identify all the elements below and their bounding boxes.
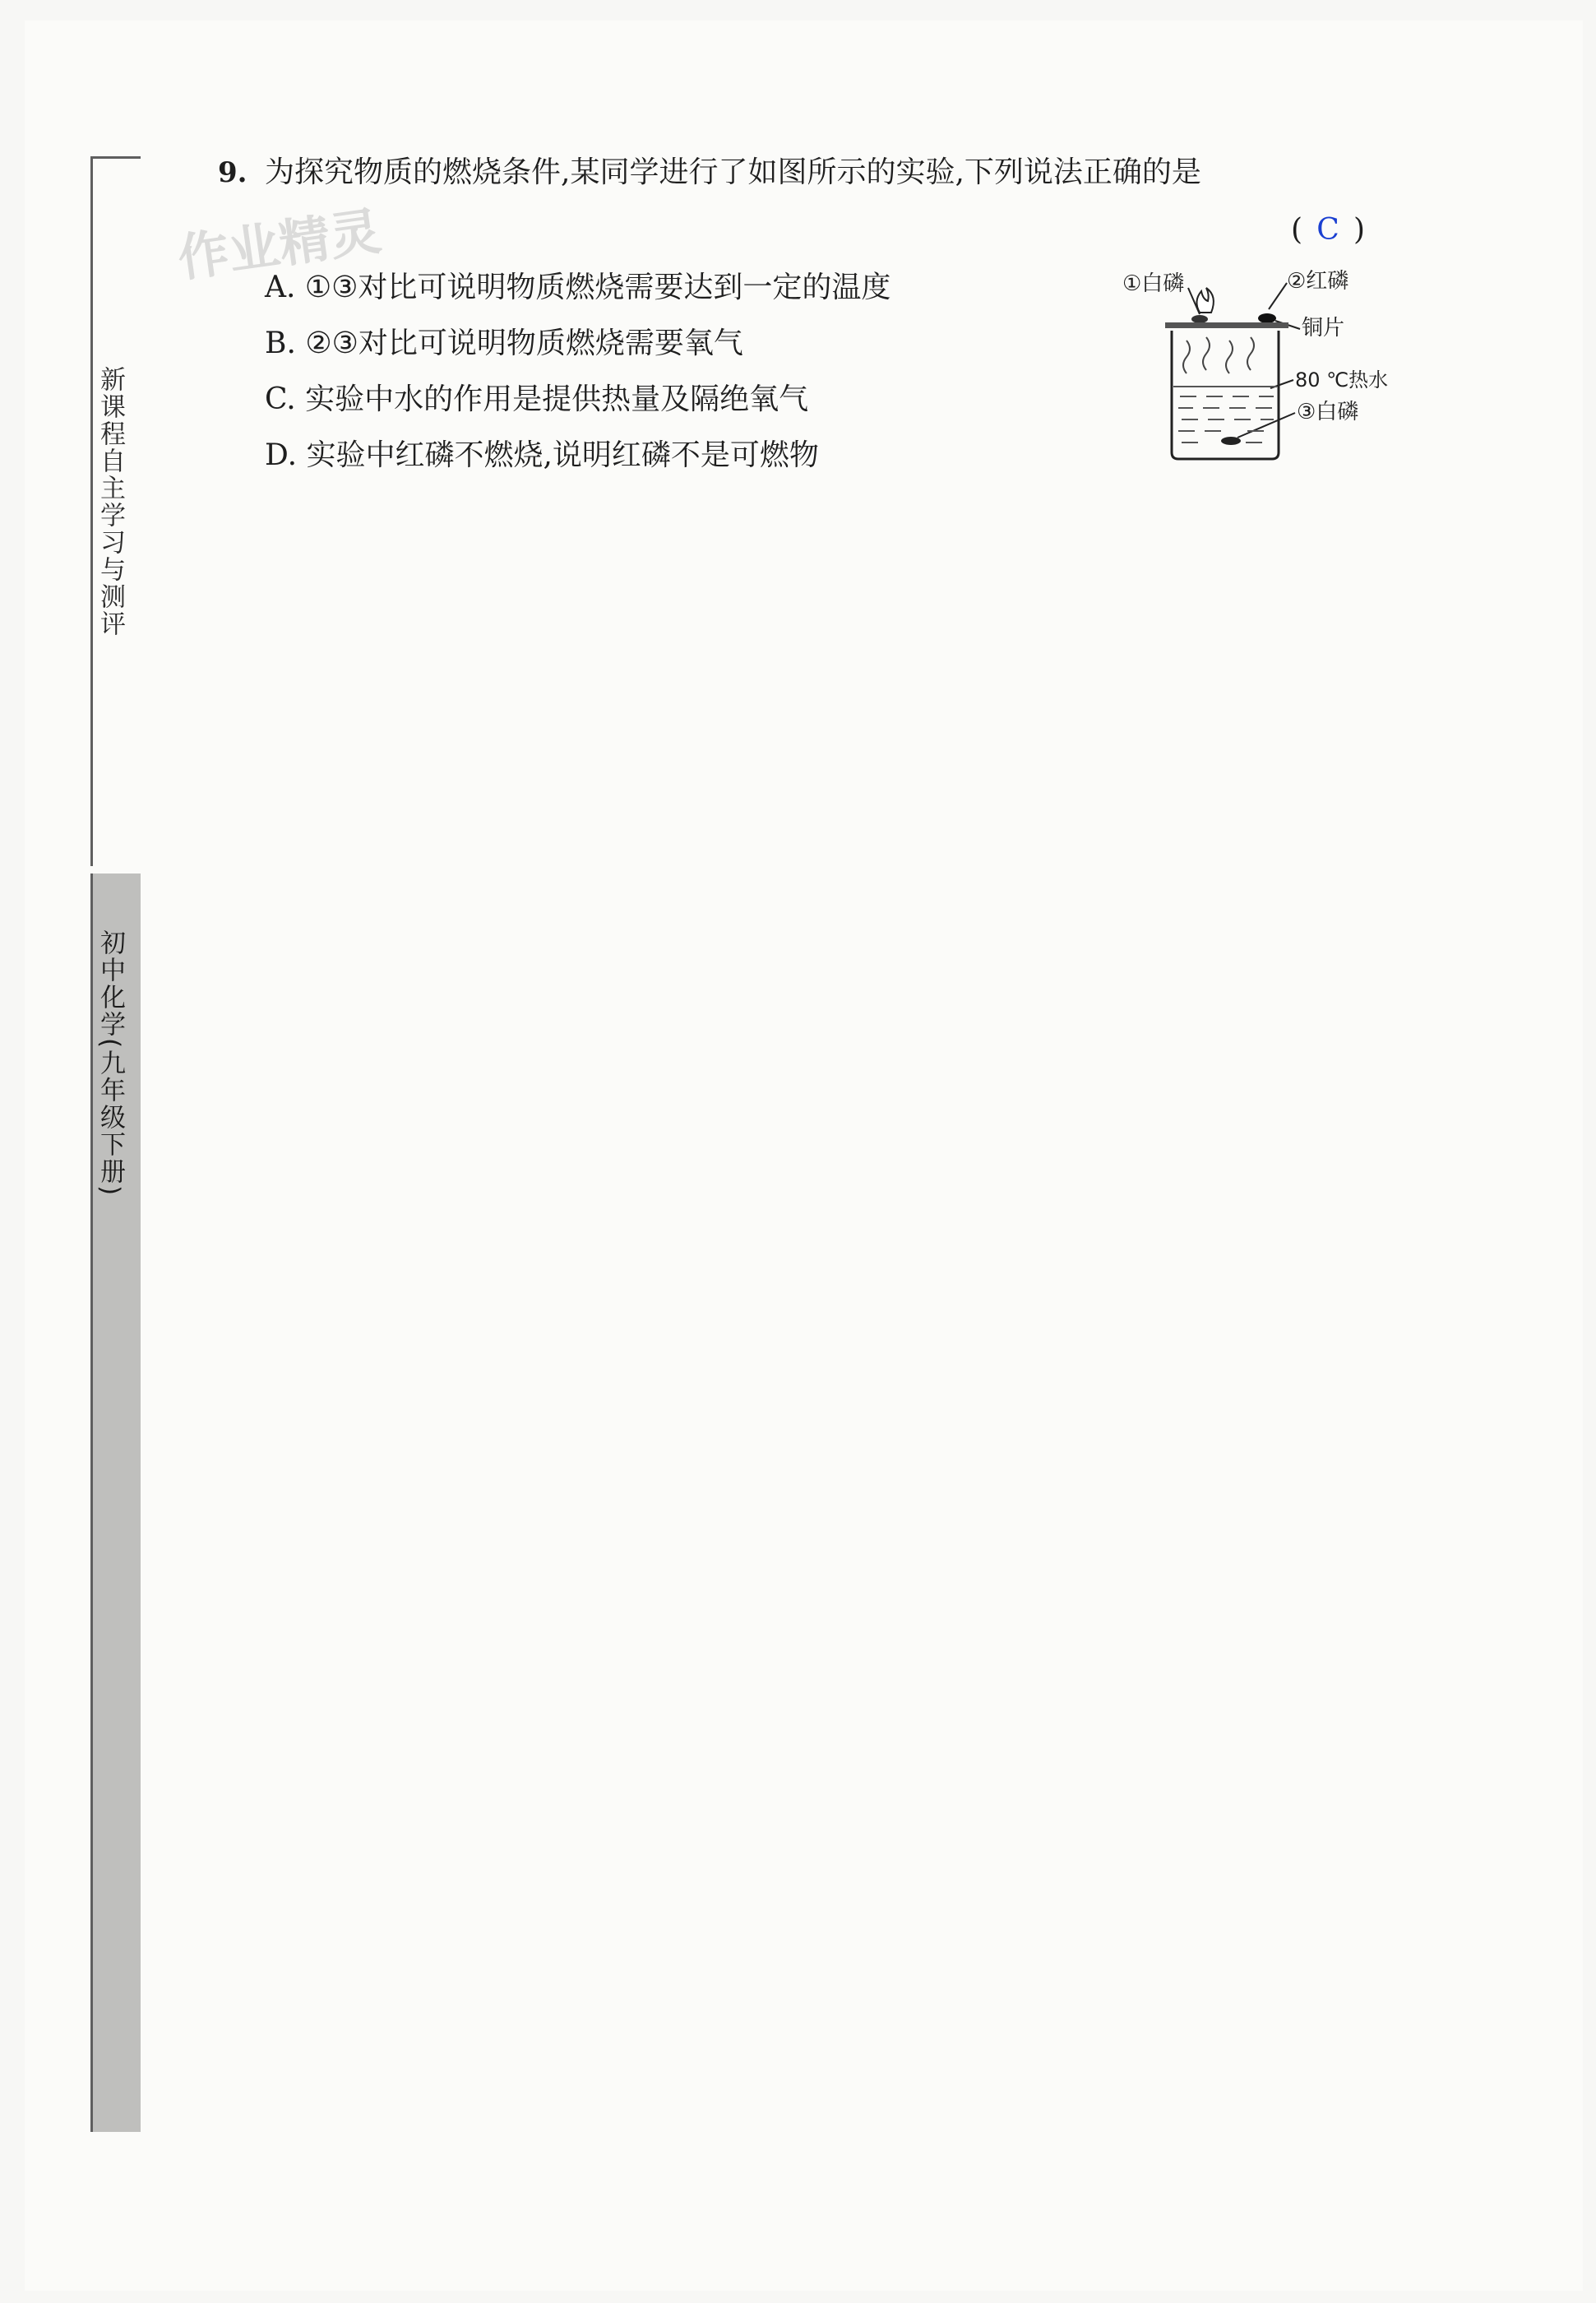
question-stem: 为探究物质的燃烧条件,某同学进行了如图所示的实验,下列说法正确的是 — [265, 155, 1201, 189]
leader-line — [1237, 413, 1295, 438]
answer-box — [1291, 212, 1390, 248]
answer-open: ( — [1291, 213, 1303, 247]
watermark: 作业精灵 — [173, 201, 385, 289]
sidebar-subject: 初中化学(九年级下册) — [95, 929, 125, 1198]
answer-letter: C — [1316, 213, 1339, 247]
label-white-phosphorus-3: ③白磷 — [1297, 400, 1359, 424]
option-c: C. 实验中水的作用是提供热量及隔绝氧气 — [265, 382, 809, 416]
hot-water — [1173, 387, 1277, 443]
steam-line — [1247, 337, 1254, 370]
question-number: 9. — [218, 156, 247, 189]
combustion-experiment-figure — [1114, 255, 1410, 469]
red-phosphorus-on-plate — [1258, 313, 1276, 323]
answer-close: ) — [1353, 213, 1366, 247]
sidebar-book-title: 新课程自主学习与测评 — [95, 366, 125, 637]
copper-plate — [1165, 322, 1288, 328]
label-white-phosphorus-1: ①白磷 — [1122, 271, 1185, 296]
label-hot-water: 80 ℃热水 — [1295, 368, 1389, 392]
white-phosphorus-in-water — [1221, 437, 1241, 445]
label-red-phosphorus: ②红磷 — [1287, 269, 1349, 294]
label-copper-plate: 铜片 — [1302, 316, 1345, 341]
option-d: D. 实验中红磷不燃烧,说明红磷不是可燃物 — [265, 438, 819, 472]
steam-line — [1203, 337, 1210, 370]
leader-line — [1269, 283, 1287, 309]
flame-icon — [1196, 288, 1213, 313]
steam-line — [1226, 341, 1233, 373]
white-phosphorus-on-plate — [1191, 315, 1208, 323]
steam-line — [1183, 341, 1190, 373]
option-b: B. ②③对比可说明物质燃烧需要氧气 — [265, 327, 743, 360]
option-a: A. ①③对比可说明物质燃烧需要达到一定的温度 — [265, 271, 891, 304]
